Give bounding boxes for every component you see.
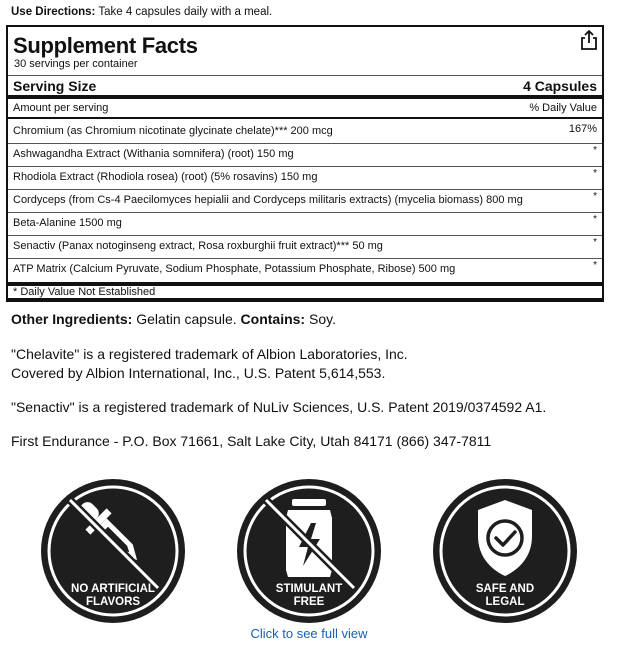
nutrient-name: ATP Matrix (Calcium Pyruvate, Sodium Phosphate, Potassium Phosphate, Ribose) 500 mg <box>13 263 456 275</box>
nutrient-row <box>8 258 602 281</box>
chelavite-line-2: Covered by Albion International, Inc., U.S. Patent 5,614,553. <box>11 365 386 381</box>
badge-safe-and-legal <box>432 478 578 624</box>
see-full-view-link[interactable]: Click to see full view <box>250 626 368 641</box>
panel-bottom-rule <box>6 300 604 302</box>
nutrient-daily-value: * <box>593 145 597 156</box>
chelavite-notice <box>11 345 408 383</box>
divider-thick <box>8 95 602 99</box>
badge-stimulant-free <box>236 478 382 624</box>
other-ingredients <box>11 310 336 329</box>
nutrient-row <box>8 212 602 235</box>
other-ingredients-text: Gelatin capsule. <box>132 311 241 327</box>
nutrient-row <box>8 189 602 212</box>
nutrient-daily-value: * <box>593 191 597 202</box>
facts-title: Supplement Facts <box>13 33 198 58</box>
badge-label <box>40 583 186 609</box>
nutrient-daily-value: * <box>593 214 597 225</box>
badge-label-line-1: NO ARTIFICIAL <box>71 583 155 595</box>
nutrient-name: Senactiv (Panax notoginseng extract, Rosa roxburghii fruit extract)*** 50 mg <box>13 240 383 252</box>
nutrient-name: Cordyceps (from Cs-4 Paecilomyces hepialii and Cordyceps militaris extracts) (mycelia biomass) 800 mg <box>13 194 523 206</box>
servings-per-container: 30 servings per container <box>14 58 138 70</box>
nutrient-row <box>8 166 602 189</box>
nutrient-name: Rhodiola Extract (Rhodiola rosea) (root) (5% rosavins) 150 mg <box>13 171 318 183</box>
nutrient-row <box>8 120 602 143</box>
contains-text: Soy. <box>305 311 336 327</box>
amount-per-serving-label: Amount per serving <box>13 102 109 114</box>
badge-label-line-1: STIMULANT <box>275 583 343 595</box>
use-directions-text: Take 4 capsules daily with a meal. <box>95 6 273 18</box>
nutrient-name: Ashwagandha Extract (Withania somnifera) (root) 150 mg <box>13 148 294 160</box>
serving-size-value: 4 Capsules <box>523 78 597 94</box>
badge-label-line-2: FLAVORS <box>85 596 141 608</box>
use-directions-label: Use Directions: <box>11 6 96 18</box>
nutrient-name: Beta-Alanine 1500 mg <box>13 217 122 229</box>
serving-size-label: Serving Size <box>13 78 97 94</box>
nutrient-name: Chromium (as Chromium nicotinate glycinate chelate)*** 200 mcg <box>13 125 333 137</box>
badge-label-line-2: FREE <box>293 596 325 608</box>
use-directions <box>11 6 272 18</box>
share-icon[interactable] <box>577 28 601 52</box>
supplement-facts-panel <box>6 25 604 300</box>
badge-label <box>236 583 382 609</box>
nutrient-daily-value: * <box>593 237 597 248</box>
daily-value-label: % Daily Value <box>529 102 597 114</box>
contains-label: Contains: <box>240 311 306 327</box>
badge-label-line-2: LEGAL <box>485 596 525 608</box>
manufacturer-address: First Endurance - P.O. Box 71661, Salt Lake City, Utah 84171 (866) 347-7811 <box>11 433 492 449</box>
nutrient-daily-value: 167% <box>568 123 597 135</box>
badge-no-artificial-flavors <box>40 478 186 624</box>
divider <box>8 75 602 76</box>
badge-label <box>432 583 578 609</box>
divider <box>8 117 602 119</box>
chelavite-line-1: "Chelavite" is a registered trademark of Albion Laboratories, Inc. <box>11 346 408 362</box>
daily-value-footnote: * Daily Value Not Established <box>13 286 156 298</box>
senactiv-notice: "Senactiv" is a registered trademark of NuLiv Sciences, U.S. Patent 2019/0374592 A1. <box>11 399 547 415</box>
nutrient-daily-value: * <box>593 260 597 271</box>
nutrient-daily-value: * <box>593 168 597 179</box>
nutrient-row <box>8 143 602 166</box>
nutrient-row <box>8 235 602 258</box>
other-ingredients-label: Other Ingredients: <box>11 311 133 327</box>
badge-label-line-1: SAFE AND <box>475 583 535 595</box>
